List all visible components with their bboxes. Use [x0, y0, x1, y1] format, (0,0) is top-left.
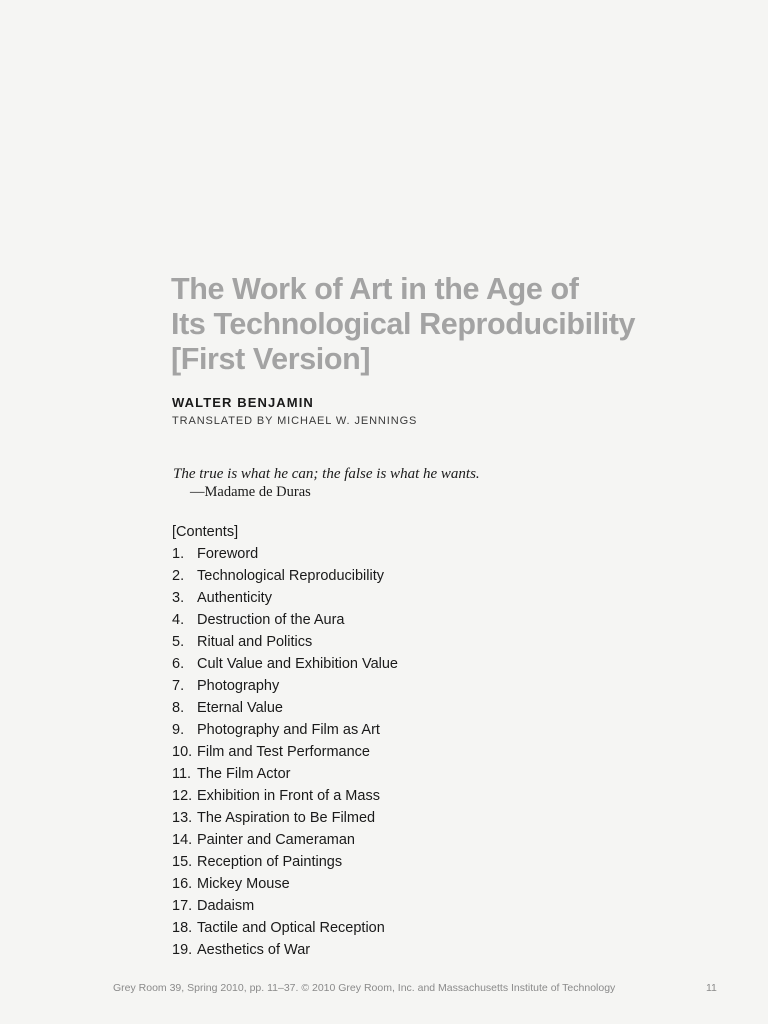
- toc-item-label: Foreword: [197, 546, 259, 562]
- epigraph: [173, 465, 480, 501]
- toc-item-label: Technological Reproducibility: [197, 568, 384, 584]
- toc-item-number: 12.: [172, 788, 193, 804]
- toc-item: [172, 609, 398, 631]
- toc-item: [172, 631, 398, 653]
- toc-item: [172, 763, 398, 785]
- toc-item-label: Ritual and Politics: [197, 634, 313, 650]
- toc-item-number: 13.: [172, 810, 193, 826]
- translator-credit: TRANSLATED BY MICHAEL W. JENNINGS: [172, 415, 418, 427]
- toc-item-number: 2.: [172, 568, 185, 584]
- toc-item-label: Authenticity: [197, 590, 272, 606]
- toc-item: [172, 895, 398, 917]
- article-title: [171, 272, 731, 377]
- toc-item: [172, 807, 398, 829]
- epigraph-quote: The true is what he can; the false is what he wants.: [173, 466, 480, 482]
- contents-heading: [Contents]: [172, 524, 239, 540]
- toc-item-number: 6.: [172, 656, 185, 672]
- toc-item-number: 8.: [172, 700, 185, 716]
- toc-item: [172, 587, 398, 609]
- toc-item-number: 19.: [172, 942, 193, 958]
- toc-item: [172, 917, 398, 939]
- toc-item-label: Eternal Value: [197, 700, 283, 716]
- toc-item-label: Dadaism: [197, 898, 255, 914]
- epigraph-attribution: —Madame de Duras: [190, 484, 311, 500]
- toc-item: [172, 741, 398, 763]
- toc-item-label: The Film Actor: [197, 766, 291, 782]
- toc-item-label: Aesthetics of War: [197, 942, 311, 958]
- toc-item: [172, 565, 398, 587]
- toc-item-label: Reception of Paintings: [197, 854, 343, 870]
- page-number: 11: [706, 982, 717, 994]
- toc-item: [172, 675, 398, 697]
- toc-item: [172, 543, 398, 565]
- toc-item-label: The Aspiration to Be Filmed: [197, 810, 376, 826]
- toc-item-number: 4.: [172, 612, 185, 628]
- title-line-2: Its Technological Reproducibility: [171, 307, 636, 341]
- toc-item-number: 9.: [172, 722, 185, 738]
- toc-item: [172, 829, 398, 851]
- title-line-3: [First Version]: [171, 342, 371, 376]
- toc-item-number: 5.: [172, 634, 185, 650]
- table-of-contents: [172, 521, 398, 961]
- toc-item-label: Destruction of the Aura: [197, 612, 345, 628]
- toc-item: [172, 653, 398, 675]
- toc-item-label: Film and Test Performance: [197, 744, 370, 760]
- footer-citation: Grey Room 39, Spring 2010, pp. 11–37. © 2010 Grey Room, Inc. and Massachusetts Institute of Technology: [113, 982, 616, 994]
- toc-item-number: 14.: [172, 832, 193, 848]
- title-line-1: The Work of Art in the Age of: [171, 272, 579, 306]
- toc-item-number: 11.: [172, 766, 192, 782]
- toc-item-number: 17.: [172, 898, 193, 914]
- toc-item-label: Photography and Film as Art: [197, 722, 380, 738]
- toc-item-label: Photography: [197, 678, 280, 694]
- author-name: WALTER BENJAMIN: [172, 395, 314, 410]
- toc-item-label: Exhibition in Front of a Mass: [197, 788, 380, 804]
- toc-item-number: 3.: [172, 590, 185, 606]
- toc-item-label: Cult Value and Exhibition Value: [197, 656, 398, 672]
- toc-item: [172, 873, 398, 895]
- toc-item-number: 16.: [172, 876, 193, 892]
- toc-item: [172, 697, 398, 719]
- toc-list: [172, 543, 398, 961]
- toc-item-label: Mickey Mouse: [197, 876, 290, 892]
- toc-item: [172, 851, 398, 873]
- toc-item-number: 10.: [172, 744, 193, 760]
- toc-item-number: 1.: [172, 546, 185, 562]
- toc-item: [172, 939, 398, 961]
- toc-item: [172, 719, 398, 741]
- toc-item-number: 15.: [172, 854, 193, 870]
- toc-item-label: Painter and Cameraman: [197, 832, 355, 848]
- toc-item-number: 18.: [172, 920, 193, 936]
- toc-item-label: Tactile and Optical Reception: [197, 920, 385, 936]
- toc-item-number: 7.: [172, 678, 185, 694]
- toc-item: [172, 785, 398, 807]
